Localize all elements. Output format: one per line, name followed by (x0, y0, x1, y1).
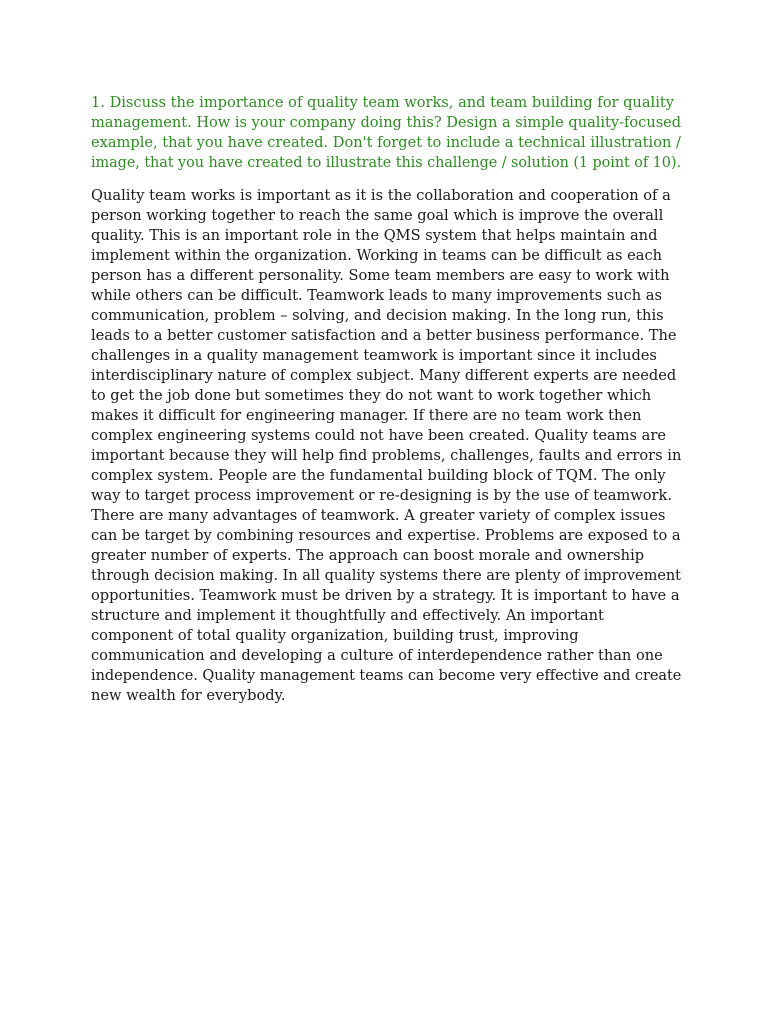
answer-line: important because they will help find problems, challenges, faults and errors in (91, 447, 682, 464)
answer-line: structure and implement it thoughtfully and effectively. An important (91, 607, 604, 624)
answer-line: implement within the organization. Working in teams can be difficult as each (91, 247, 663, 264)
question-line: example, that you have created. Don't forget to include a technical illustration / (91, 134, 681, 151)
question-paragraph (91, 93, 681, 173)
answer-line: greater number of experts. The approach can boost morale and ownership (91, 547, 645, 564)
answer-line: makes it difficult for engineering manager. If there are no team work then (91, 407, 642, 424)
question-line: management. How is your company doing this? Design a simple quality-focused (91, 114, 682, 131)
answer-line: opportunities. Teamwork must be driven by a strategy. It is important to have a (91, 587, 680, 604)
answer-line: communication and developing a culture of interdependence rather than one (91, 647, 663, 664)
question-line: 1. Discuss the importance of quality team works, and team building for quality (91, 94, 674, 111)
answer-line: new wealth for everybody. (91, 687, 286, 704)
answer-line: complex system. People are the fundamental building block of TQM. The only (91, 467, 666, 484)
answer-line: person has a different personality. Some team members are easy to work with (91, 267, 670, 284)
answer-line: through decision making. In all quality systems there are plenty of improvement (91, 567, 681, 584)
answer-line: There are many advantages of teamwork. A greater variety of complex issues (91, 507, 666, 524)
answer-line: complex engineering systems could not have been created. Quality teams are (91, 427, 666, 444)
answer-line: quality. This is an important role in the QMS system that helps maintain and (91, 227, 658, 244)
answer-line: while others can be difficult. Teamwork leads to many improvements such as (91, 287, 662, 304)
answer-line: to get the job done but sometimes they do not want to work together which (91, 387, 652, 404)
answer-line: person working together to reach the same goal which is improve the overall (91, 207, 664, 224)
answer-line: way to target process improvement or re-designing is by the use of teamwork. (91, 487, 672, 504)
answer-line: communication, problem – solving, and decision making. In the long run, this (91, 307, 664, 324)
answer-line: interdisciplinary nature of complex subject. Many different experts are needed (91, 367, 677, 384)
question-line: image, that you have created to illustrate this challenge / solution (1 point of 10). (91, 154, 681, 171)
answer-line: can be target by combining resources and expertise. Problems are exposed to a (91, 527, 681, 544)
answer-line: leads to a better customer satisfaction and a better business performance. The (91, 327, 677, 344)
answer-line: independence. Quality management teams can become very effective and create (91, 667, 682, 684)
answer-line: component of total quality organization, building trust, improving (91, 627, 579, 644)
answer-line: challenges in a quality management teamwork is important since it includes (91, 347, 657, 364)
document-content (91, 93, 681, 706)
answer-line: Quality team works is important as it is the collaboration and cooperation of a (91, 187, 671, 204)
answer-paragraph (91, 186, 681, 706)
